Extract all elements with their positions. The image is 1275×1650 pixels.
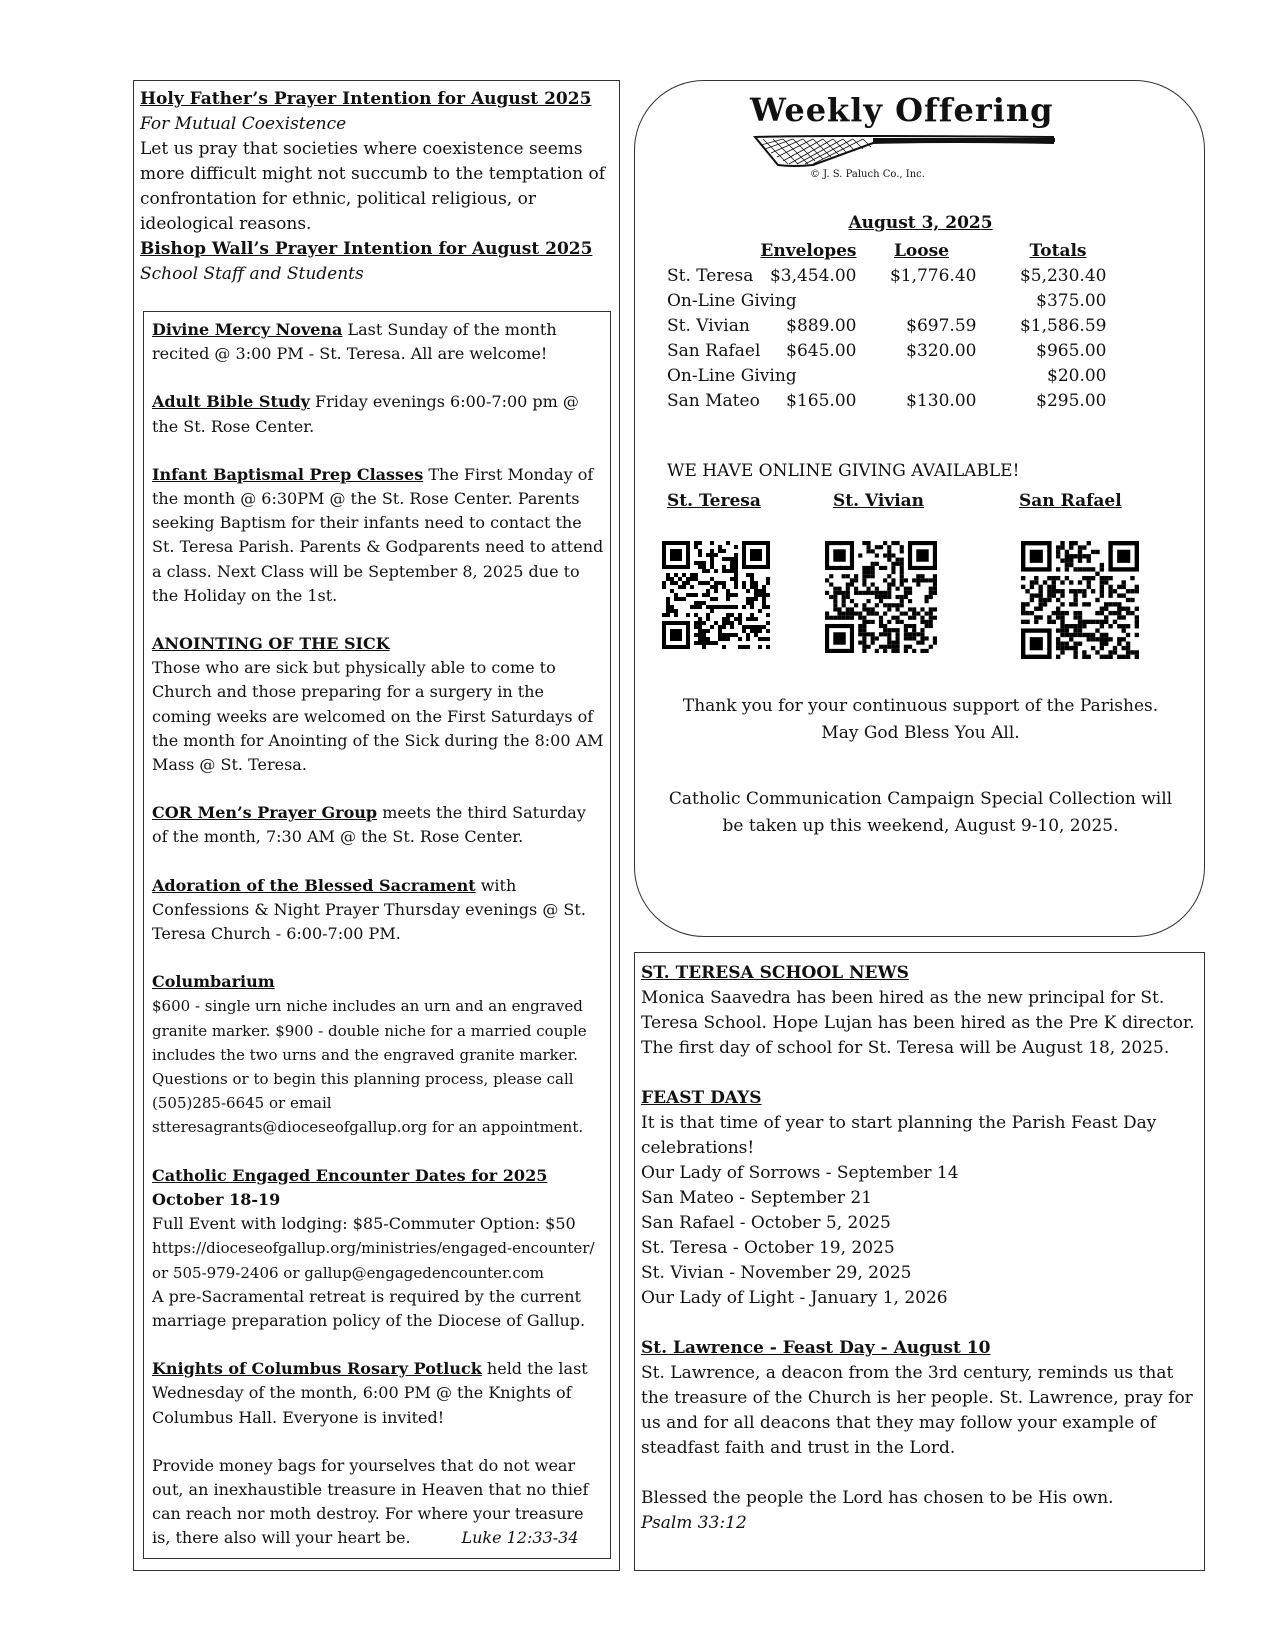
cor-text: meets the third Saturday of the month, 7:30 AM @ the St. Rose Center. bbox=[152, 803, 586, 847]
ccc-line-2: be taken up this weekend, August 9-10, 2025. bbox=[722, 816, 1119, 836]
divine-mercy-title: Divine Mercy Novena bbox=[152, 320, 343, 339]
totals-cell: $20.00 bbox=[1047, 365, 1107, 386]
envelopes-cell: $165.00 bbox=[786, 390, 857, 411]
columbarium-title: Columbarium bbox=[152, 972, 275, 992]
divine-mercy-section bbox=[152, 318, 604, 366]
feast-item: St. Vivian - November 29, 2025 bbox=[641, 1263, 912, 1283]
envelopes-cell: $645.00 bbox=[786, 340, 857, 361]
feast-item: Our Lady of Sorrows - September 14 bbox=[641, 1163, 959, 1183]
events-box bbox=[143, 311, 611, 1559]
thanks-line-2: May God Bless You All. bbox=[821, 723, 1020, 743]
parish-cell: St. Vivian bbox=[667, 315, 750, 336]
knights-text: held the last Wednesday of the month, 6:00 PM @ the Knights of Columbus Hall. Everyone is invited! bbox=[152, 1359, 588, 1427]
events-content bbox=[152, 318, 604, 1551]
table-row bbox=[667, 338, 1106, 363]
qr-label-st-teresa: St. Teresa bbox=[667, 491, 761, 511]
anointing-section bbox=[152, 632, 604, 777]
school-news-box bbox=[634, 952, 1205, 1571]
totals-cell: $375.00 bbox=[1036, 290, 1107, 311]
scripture-section bbox=[152, 1454, 604, 1551]
online-giving-note: WE HAVE ONLINE GIVING AVAILABLE! bbox=[667, 461, 1020, 481]
knights-section bbox=[152, 1357, 604, 1430]
table-row bbox=[667, 313, 1106, 338]
totals-cell: $965.00 bbox=[1036, 340, 1107, 361]
qr-code-st-vivian-icon[interactable] bbox=[825, 541, 937, 653]
loose-cell: $697.59 bbox=[906, 315, 977, 336]
table-row bbox=[667, 263, 1106, 288]
prayer-intentions bbox=[140, 87, 614, 287]
holy-father-title: Holy Father’s Prayer Intention for August 2025 bbox=[140, 89, 592, 109]
engaged-line3: A pre-Sacramental retreat is required by the current marriage preparation policy of the Diocese of Gallup. bbox=[152, 1286, 586, 1330]
baptism-text: The First Monday of the month @ 6:30PM @ the St. Rose Center. Parents seeking Baptism for their infants need to contact the St. Teresa Parish. Parents & Godparents need to attend a class. Next Class will be September 8, 2025 due to the Holiday on the 1st. bbox=[152, 464, 604, 605]
adoration-section bbox=[152, 874, 604, 947]
columbarium-text: $600 - single urn niche includes an urn and an engraved granite marker. $900 - double niche for a married couple includes the two urns and the engraved granite marker. Questions or to begin this planning process, please call (505)285-6645 or email bbox=[152, 997, 587, 1113]
st-lawrence-text: St. Lawrence, a deacon from the 3rd century, reminds us that the treasure of the Church is her people. St. Lawrence, pray for us and for all deacons that they may follow your example of steadfast faith and trust in the Lord. bbox=[641, 1363, 1193, 1458]
left-column-box bbox=[133, 80, 620, 1571]
thanks-line-1: Thank you for your continuous support of the Parishes. bbox=[682, 696, 1159, 716]
engaged-line2: https://dioceseofgallup.org/ministries/engaged-encounter/ or 505-979-2406 or gallup@engagedencounter.com bbox=[152, 1239, 595, 1282]
bishop-subtitle: School Staff and Students bbox=[140, 264, 364, 284]
qr-label-san-rafael: San Rafael bbox=[1019, 491, 1122, 511]
psalm-text: Blessed the people the Lord has chosen to be His own. bbox=[641, 1488, 1114, 1508]
columbarium-section bbox=[152, 970, 604, 1139]
feast-days-intro: It is that time of year to start planning the Parish Feast Day celebrations! bbox=[641, 1113, 1157, 1158]
envelopes-cell: $889.00 bbox=[786, 315, 857, 336]
adoration-title: Adoration of the Blessed Sacrament bbox=[152, 875, 476, 895]
scripture-ref: Luke 12:33-34 bbox=[461, 1528, 579, 1548]
ccc-line-1: Catholic Communication Campaign Special Collection will bbox=[668, 789, 1173, 809]
holy-father-text: Let us pray that societies where coexistence seems more difficult might not succumb to the temptation of confrontation for ethnic, political religious, or ideological reasons. bbox=[140, 139, 605, 234]
offering-table bbox=[667, 238, 1106, 413]
divine-mercy-text: Last Sunday of the month recited @ 3:00 PM - St. Teresa. All are welcome! bbox=[152, 320, 557, 364]
school-news-content bbox=[641, 961, 1197, 1536]
offering-date: August 3, 2025 bbox=[848, 213, 993, 233]
anointing-title: ANOINTING OF THE SICK bbox=[152, 634, 390, 654]
totals-cell: $295.00 bbox=[1036, 390, 1107, 411]
weekly-offering-box bbox=[634, 80, 1205, 937]
offering-header: Loose bbox=[893, 240, 949, 261]
bible-study-title: Adult Bible Study bbox=[152, 392, 310, 412]
totals-cell: $1,586.59 bbox=[1019, 315, 1107, 336]
feast-item: San Rafael - October 5, 2025 bbox=[641, 1213, 891, 1233]
loose-cell bbox=[856, 288, 986, 313]
st-lawrence-title: St. Lawrence - Feast Day - August 10 bbox=[641, 1338, 991, 1358]
table-row bbox=[667, 388, 1106, 413]
qr-label-st-vivian: St. Vivian bbox=[833, 491, 925, 511]
baptism-section bbox=[152, 463, 604, 608]
scripture-text: Provide money bags for yourselves that do not wear out, an inexhaustible treasure in Heaven that no thief can reach nor moth destroy. For where your treasure is, there also will your heart be. bbox=[152, 1455, 589, 1548]
offering-copyright: © J. S. Paluch Co., Inc. bbox=[810, 169, 925, 180]
loose-cell: $130.00 bbox=[906, 390, 977, 411]
envelopes-cell: $3,454.00 bbox=[769, 265, 857, 286]
cor-section bbox=[152, 801, 604, 849]
holy-father-subtitle: For Mutual Coexistence bbox=[140, 114, 347, 134]
school-news-title: ST. TERESA SCHOOL NEWS bbox=[641, 963, 909, 983]
table-row bbox=[667, 288, 1106, 313]
school-news-text: Monica Saavedra has been hired as the new principal for St. Teresa School. Hope Lujan has been hired as the Pre K director. The first day of school for St. Teresa will be August 18, 2025. bbox=[641, 988, 1195, 1058]
parish-cell: San Mateo bbox=[667, 390, 760, 411]
knights-title: Knights of Columbus Rosary Potluck bbox=[152, 1359, 482, 1379]
anointing-text: Those who are sick but physically able to come to Church and those preparing for a surgery in the coming weeks are welcomed on the First Saturdays of the month for Anointing of the Sick during the 8:00 AM Mass @ St. Teresa. bbox=[152, 658, 604, 775]
parish-cell: On-Line Giving bbox=[667, 365, 797, 386]
parish-cell: St. Teresa bbox=[667, 265, 754, 286]
parish-cell: On-Line Giving bbox=[667, 290, 797, 311]
loose-cell: $1,776.40 bbox=[889, 265, 977, 286]
qr-code-san-rafael-icon[interactable] bbox=[1021, 541, 1139, 659]
psalm-ref: Psalm 33:12 bbox=[641, 1513, 747, 1533]
engaged-title: Catholic Engaged Encounter Dates for 2025 bbox=[152, 1165, 548, 1185]
adoration-text: with Confessions & Night Prayer Thursday evenings @ St. Teresa Church - 6:00-7:00 PM. bbox=[152, 875, 586, 944]
loose-cell bbox=[856, 363, 986, 388]
engaged-line1: Full Event with lodging: $85-Commuter Option: $50 bbox=[152, 1214, 576, 1234]
cor-title: COR Men’s Prayer Group bbox=[152, 803, 378, 823]
columbarium-email: stteresagrants@dioceseofgallup.org for an appointment. bbox=[152, 1118, 584, 1137]
offering-header bbox=[667, 238, 760, 263]
loose-cell: $320.00 bbox=[906, 340, 977, 361]
qr-code-st-teresa-icon[interactable] bbox=[662, 541, 770, 649]
offering-header: Totals bbox=[1029, 240, 1087, 261]
bible-study-text: Friday evenings 6:00-7:00 pm @ the St. Rose Center. bbox=[152, 392, 579, 436]
feast-item: Our Lady of Light - January 1, 2026 bbox=[641, 1288, 948, 1308]
offering-header: Envelopes bbox=[760, 240, 857, 261]
feast-item: San Mateo - September 21 bbox=[641, 1188, 873, 1208]
thank-you-message bbox=[635, 693, 1206, 747]
baptism-title: Infant Baptismal Prep Classes bbox=[152, 464, 424, 484]
feast-days-title: FEAST DAYS bbox=[641, 1088, 762, 1108]
ccc-collection-note bbox=[635, 786, 1206, 840]
table-row bbox=[667, 363, 1106, 388]
fishing-net-icon bbox=[753, 133, 1063, 169]
feast-item: St. Teresa - October 19, 2025 bbox=[641, 1238, 895, 1258]
offering-header-row bbox=[667, 238, 1106, 263]
offering-title: Weekly Offering bbox=[750, 91, 1054, 129]
parish-cell: San Rafael bbox=[667, 340, 761, 361]
bishop-title: Bishop Wall’s Prayer Intention for August 2025 bbox=[140, 239, 593, 259]
bible-study-section bbox=[152, 390, 604, 438]
totals-cell: $5,230.40 bbox=[1019, 265, 1107, 286]
engaged-section bbox=[152, 1164, 604, 1333]
engaged-date: October 18-19 bbox=[152, 1189, 281, 1209]
